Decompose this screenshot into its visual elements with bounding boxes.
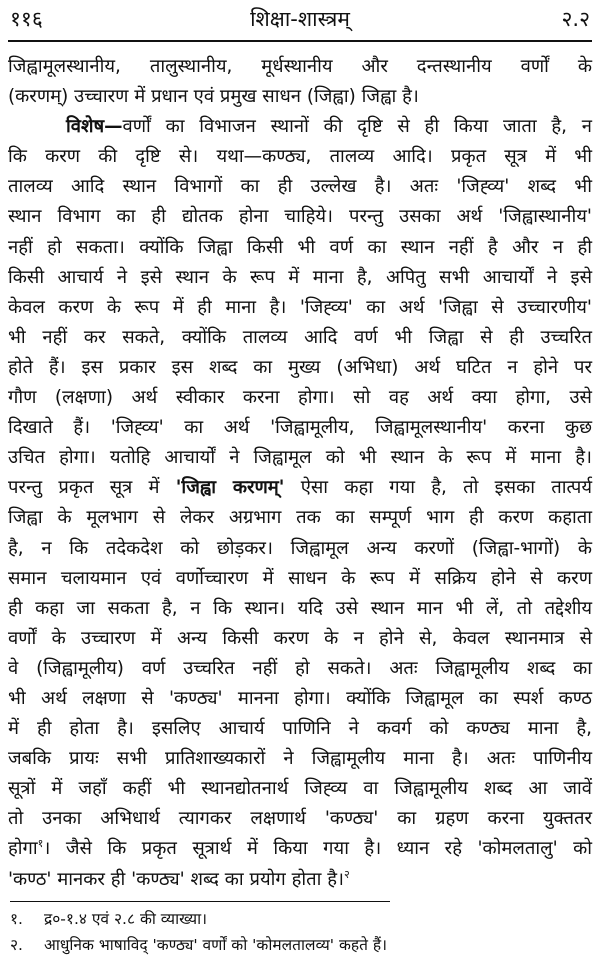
footnotes	[10, 906, 387, 958]
text-line: स्थान विभाग का ही द्योतक होना चाहिये। परन्तु उसका अर्थ 'जिह्वास्थानीय'	[8, 206, 592, 228]
text-line: होते हैं। इस प्रकार इस शब्द का मुख्य (अभिधा) अर्थ घटित न होने पर	[8, 356, 592, 378]
footnote-text: द्र०-१.४ एवं २.८ की व्याख्या।	[44, 910, 208, 928]
text-line: नहीं हो सकता। क्योंकि जिह्वा किसी भी वर्ण का स्थान नहीं है और न ही	[8, 236, 592, 258]
text-line: में ही होता है। इसलिए आचार्य पाणिनि ने कवर्ग को कण्ठ्य माना है,	[8, 718, 592, 740]
text-fragment: । जैसे कि प्रकृत सूत्रार्थ में किया गया है। ध्यान रहे 'कोमलतालु' को	[43, 838, 592, 860]
text-line: दिखाते हैं। 'जिह्व्य' का अर्थ 'जिह्वामूलीय, जिह्वामूलस्थानीय' करना कुछ	[8, 417, 592, 439]
text-fragment: परन्तु प्रकृत सूत्र में	[8, 477, 160, 499]
text-line: जिह्वा के मूलभाग से लेकर अग्रभाग तक का सम्पूर्ण भाग ही करण कहाता	[8, 507, 592, 529]
page-number: ११६	[10, 7, 43, 31]
text-line: ही कहा जा सकता है, न कि स्थान। यदि उसे स्थान मान भी लें, तो तद्देशीय	[8, 597, 592, 619]
footnote	[10, 906, 387, 932]
footnote-ref: २	[343, 867, 350, 881]
text-fragment: होगा	[8, 838, 38, 860]
footnote-divider	[10, 901, 390, 902]
text-line: वर्णों के उच्चारण में अन्य किसी करण के न होने से, केवल स्थानमात्र से	[8, 627, 592, 649]
text-line: किसी आचार्य ने इसे स्थान के रूप में माना है, अपितु सभी आचार्यों ने इसे	[8, 266, 592, 288]
text-line: सूत्रों में जहाँ कहीं भी स्थानद्योतनार्थ जिह्व्य वा जिह्वामूलीय शब्द आ जावें	[8, 778, 592, 800]
footnote-number: १.	[10, 910, 23, 928]
text-line: है, न कि तदेकदेश को छोड़कर। जिह्वामूल अन्य करणों (जिह्वा-भागों) के	[8, 537, 592, 559]
text-line: केवल करण के रूप में ही माना है। 'जिह्व्य' का अर्थ 'जिह्वा से उच्चारणीय'	[8, 296, 592, 318]
text-line: समान चलायमान एवं वर्णोच्चारण में साधन के रूप में सक्रिय होने से करण	[8, 567, 592, 589]
body-text	[8, 52, 592, 895]
text-line: गौण (लक्षणा) अर्थ स्वीकार करना होगा। सो वह अर्थ क्या होगा, उसे	[8, 387, 592, 409]
footnote-number: २.	[10, 936, 23, 954]
footnote-text: आधुनिक भाषाविद् 'कण्ठ्य' वर्णों को 'कोमलतालव्य' कहते हैं।	[44, 936, 387, 954]
text-line: वे (जिह्वामूलीय) वर्ण उच्चरित नहीं हो सकते। अतः जिह्वामूलीय शब्द का	[8, 657, 592, 679]
text-line: (करणम्) उच्चारण में प्रधान एवं प्रमुख साधन (जिह्वा) जिह्वा है।	[8, 86, 419, 108]
text-line	[8, 865, 592, 895]
text-line	[8, 473, 592, 503]
text-line: तालव्य आदि स्थान विभागों का ही उल्लेख है। अतः 'जिह्व्य' शब्द भी	[8, 176, 592, 198]
section-number: २.२	[561, 7, 590, 31]
running-title: शिक्षा-शास्त्रम्	[250, 7, 350, 31]
text-fragment: वर्णों का विभाजन स्थानों की दृष्टि से ही किया जाता है, न	[122, 116, 592, 138]
text-line: तो उनका अभिधार्थ त्यागकर लक्षणार्थ 'कण्ठ्य' का ग्रहण करना युक्ततर	[8, 808, 592, 830]
text-line: जिह्वामूलस्थानीय, तालुस्थानीय, मूर्धस्थानीय और दन्तस्थानीय वर्णों के	[8, 56, 592, 77]
page-header	[8, 0, 592, 42]
text-fragment: ऐसा कहा गया है, तो इसका तात्पर्य	[300, 477, 592, 499]
text-line	[8, 834, 592, 864]
text-line	[8, 112, 592, 142]
text-line: भी अर्थ लक्षणा से 'कण्ठ्य' मानना होगा। क्योंकि जिह्वामूल का स्पर्श कण्ठ	[8, 687, 592, 709]
text-fragment: 'कण्ठ' मानकर ही 'कण्ठ्य' शब्द का प्रयोग होता है।	[8, 868, 344, 890]
footnote	[10, 932, 387, 958]
text-line: उचित होगा। यतोहि आचार्यों ने जिह्वामूल को भी स्थान के रूप में माना है।	[8, 447, 592, 469]
text-line: जबकि प्रायः सभी प्रातिशाख्यकारों ने जिह्वामूलीय माना है। अतः पाणिनीय	[8, 748, 592, 770]
text-line: भी नहीं कर सकते, क्योंकि तालव्य आदि वर्ण भी जिह्वा से ही उच्चरित	[8, 326, 592, 348]
footnote-ref: १	[37, 837, 44, 851]
text-line: कि करण की दृष्टि से। यथा—कण्ठ्य, तालव्य आदि। प्रकृत सूत्र में भी	[8, 146, 592, 168]
vishesh-heading: विशेष—	[66, 116, 123, 138]
quoted-sutra: 'जिह्वा करणम्'	[175, 477, 285, 499]
